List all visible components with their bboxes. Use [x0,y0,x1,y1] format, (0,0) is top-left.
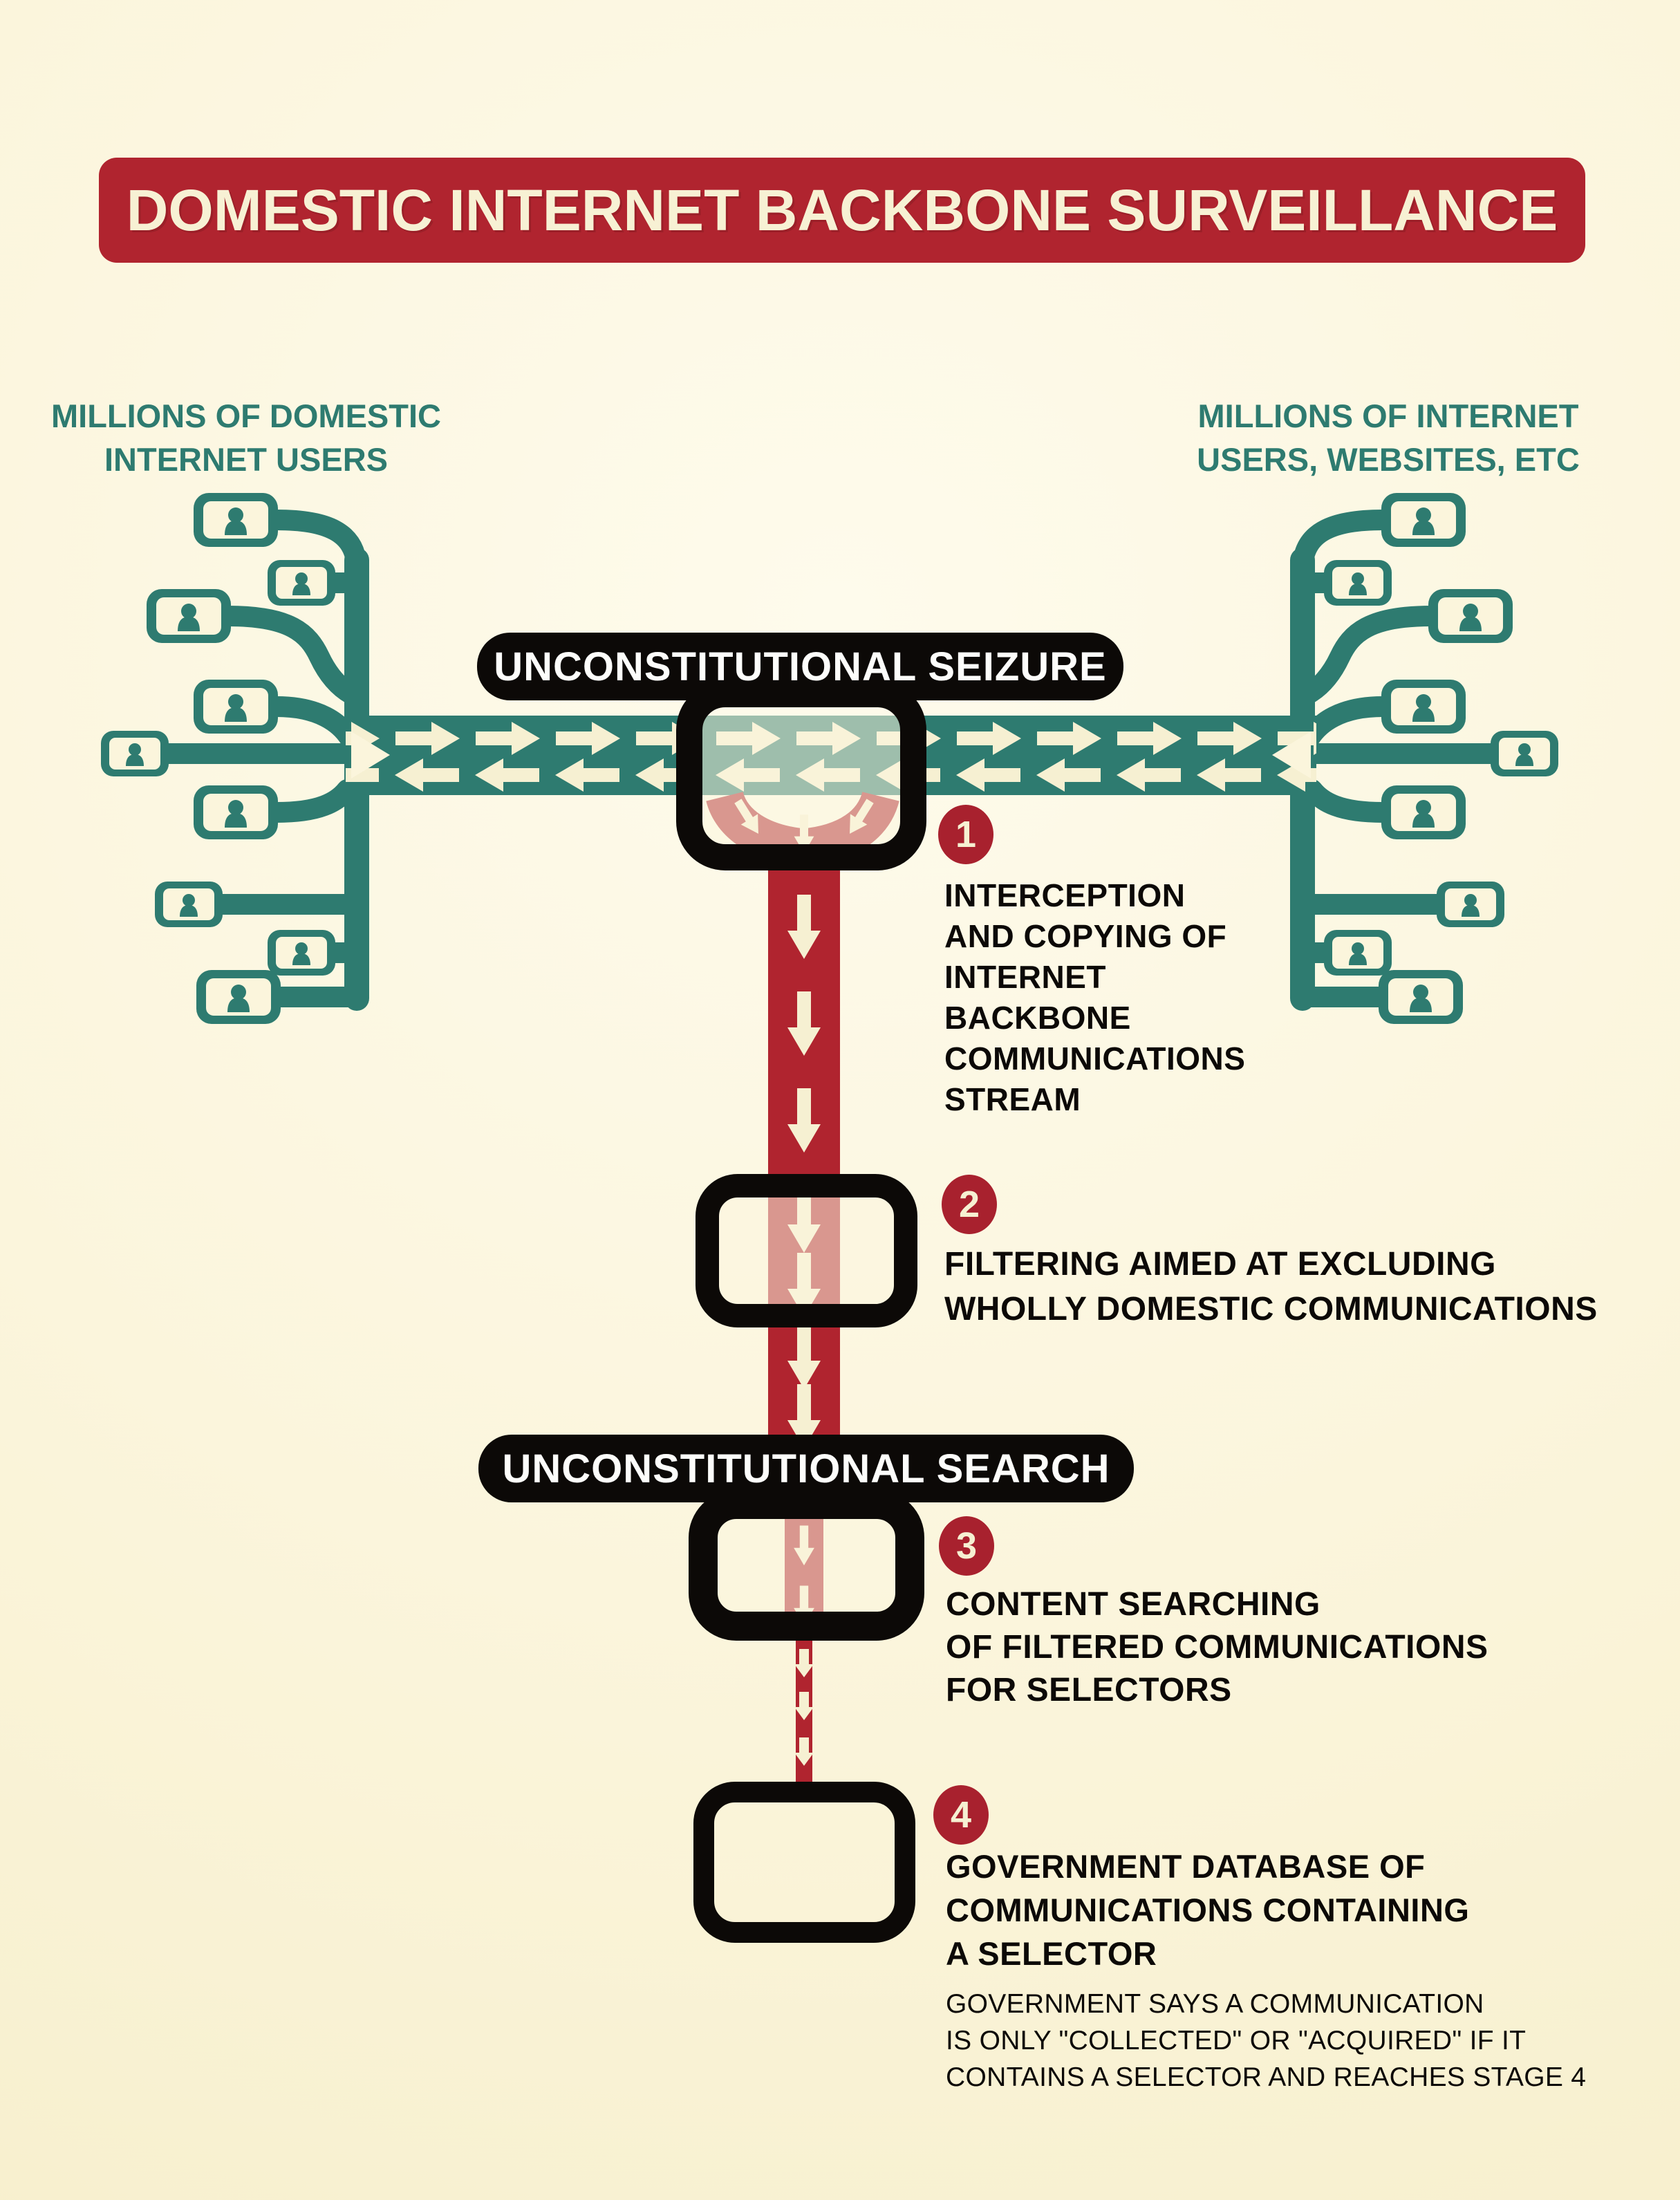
step-number: 4 [950,1794,972,1836]
step-line: INTERNET [944,959,1106,995]
step-line: STREAM [944,1081,1081,1117]
step-1-description [944,875,1245,1120]
label-line: MILLIONS OF DOMESTIC [51,398,441,434]
database-box [704,1792,905,1932]
step-line: FILTERING AIMED AT EXCLUDING [944,1246,1496,1283]
step-line: GOVERNMENT DATABASE OF [946,1848,1426,1885]
step-line: COMMUNICATIONS CONTAINING [946,1892,1470,1928]
step-4-footnote [946,1986,1586,2096]
page-title: DOMESTIC INTERNET BACKBONE SURVEILLANCE [126,177,1558,243]
banner-unconstitutional-seizure [477,633,1123,700]
internet-users-tree [1303,493,1558,1024]
domestic-users-tree [101,493,357,1024]
banner-text: UNCONSTITUTIONAL SEARCH [502,1446,1110,1491]
title-banner [99,158,1585,263]
step-line: FOR SELECTORS [946,1672,1232,1708]
step-4-badge [933,1785,989,1845]
label-line: MILLIONS OF INTERNET [1197,398,1579,434]
step-line: WHOLLY DOMESTIC COMMUNICATIONS [944,1291,1598,1327]
label-internet-users [1160,394,1616,481]
step-line: OF FILTERED COMMUNICATIONS [946,1629,1488,1666]
step-line: CONTENT SEARCHING [946,1586,1320,1623]
footnote-line: GOVERNMENT SAYS A COMMUNICATION [946,1989,1484,2019]
footnote-line: CONTAINS A SELECTOR AND REACHES STAGE 4 [946,2062,1587,2092]
step-number: 2 [958,1184,980,1225]
step-2-badge [942,1175,997,1234]
step-number: 1 [955,814,977,855]
step-3-description [946,1583,1488,1712]
step-number: 3 [955,1525,978,1567]
label-domestic-users [18,394,474,481]
label-line: USERS, WEBSITES, ETC [1197,441,1580,478]
label-line: INTERNET USERS [104,441,388,478]
step-line: INTERCEPTION [944,877,1186,913]
banner-unconstitutional-search [478,1435,1134,1502]
step-3-badge [939,1516,994,1576]
step-line: BACKBONE [944,1000,1131,1036]
step-4-description [946,1845,1469,1975]
step-1-badge [938,805,993,864]
step-line: COMMUNICATIONS [944,1041,1246,1076]
step-2-description [944,1242,1598,1332]
step-line: AND COPYING OF [944,918,1227,954]
step-line: A SELECTOR [946,1935,1157,1972]
footnote-line: IS ONLY "COLLECTED" OR "ACQUIRED" IF IT [946,2026,1527,2055]
banner-text: UNCONSTITUTIONAL SEIZURE [494,644,1107,689]
